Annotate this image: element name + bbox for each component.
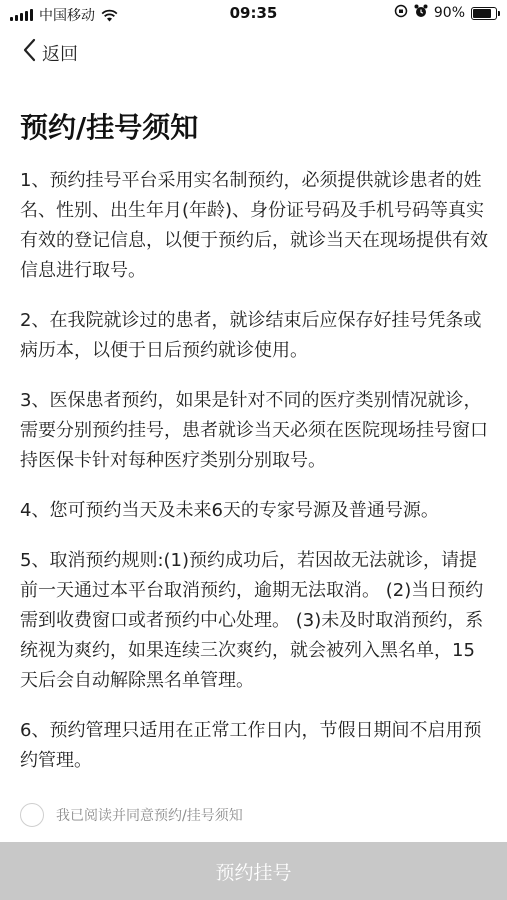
status-bar xyxy=(0,0,507,28)
battery-icon xyxy=(471,7,497,20)
back-button[interactable] xyxy=(22,38,78,67)
notice-clause-2: 2、在我院就诊过的患者，就诊结束后应保存好挂号凭条或病历本，以便于日后预约就诊使用。 xyxy=(20,310,482,361)
book-appointment-button[interactable]: 预约挂号 xyxy=(0,842,507,900)
status-right xyxy=(394,4,497,22)
lock-rotation-icon xyxy=(394,4,408,22)
page-title: 预约/挂号须知 xyxy=(20,111,199,144)
notice-clause-6: 6、预约管理只适用在正常工作日内，节假日期间不启用预约管理。 xyxy=(20,720,482,771)
alarm-icon xyxy=(414,4,428,22)
notice-clause-5: 5、取消预约规则:(1)预约成功后，若因故无法就诊，请提前一天通过本平台取消预约，逾期无法取消。 (2)当日预约需到收费窗口或者预约中心处理。 (3)未及时取消预约，系统视为爽约，如果连续三次爽约，就会被列入黑名单，15天后会自动解除黑名单管理。 xyxy=(20,550,484,691)
battery-percent: 90% xyxy=(433,5,465,21)
notice-clause-1: 1、预约挂号平台采用实名制预约，必须提供就诊患者的姓名、性别、出生年月(年龄)、身份证号码及手机号码等真实有效的登记信息，以便于预约后，就诊当天在现场提供有效信息进行取号。 xyxy=(20,170,488,281)
notice-content[interactable] xyxy=(20,166,490,794)
agreement-row[interactable] xyxy=(20,803,243,827)
notice-clause-3: 3、医保患者预约，如果是针对不同的医疗类别情况就诊，需要分别预约挂号，患者就诊当天必须在医院现场挂号窗口持医保卡针对每种医疗类别分别取号。 xyxy=(20,390,488,471)
chevron-left-icon xyxy=(22,38,36,67)
agreement-checkbox[interactable] xyxy=(20,803,44,827)
battery-level xyxy=(473,9,491,18)
agreement-label[interactable]: 我已阅读并同意预约/挂号须知 xyxy=(56,808,243,824)
notice-clause-4: 4、您可预约当天及未来6天的专家号源及普通号源。 xyxy=(20,500,439,521)
carrier-name: 中国移动 xyxy=(39,8,95,24)
back-label: 返回 xyxy=(42,43,78,65)
status-time: 09:35 xyxy=(229,4,278,22)
